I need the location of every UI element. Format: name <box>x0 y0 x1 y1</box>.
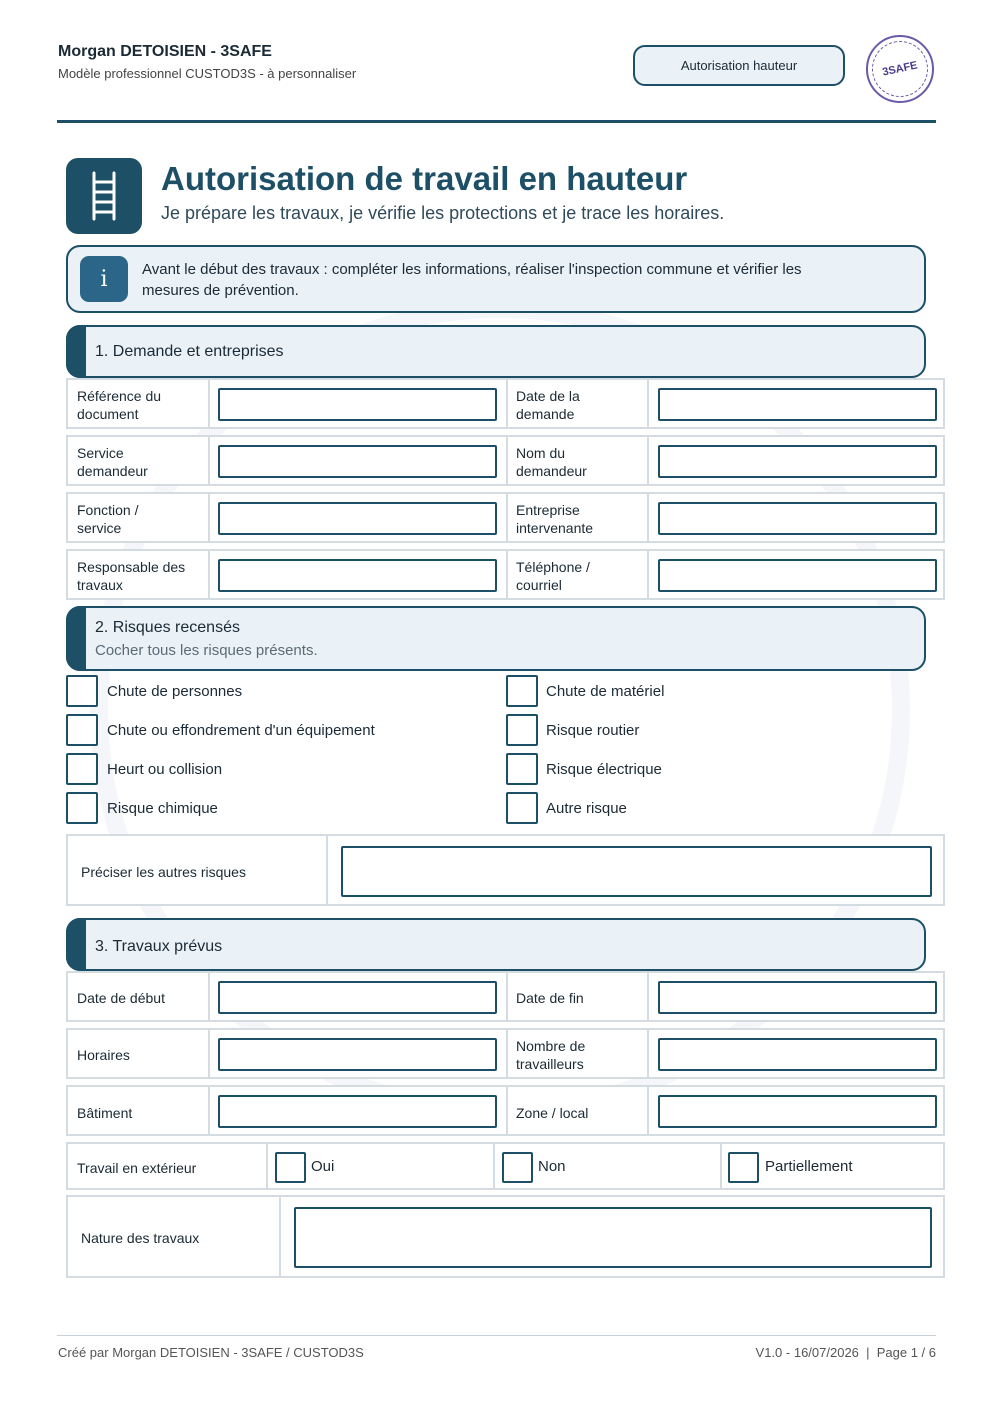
risk-label: Autre risque <box>546 800 627 817</box>
outdoor-label: Travail en extérieur <box>77 1160 197 1176</box>
page-subtitle: Je prépare les travaux, je vérifie les protections et je trace les horaires. <box>161 203 725 223</box>
risk-label: Risque routier <box>546 722 640 739</box>
risk-label: Chute de matériel <box>546 683 665 700</box>
author-name: Morgan DETOISIEN - 3SAFE <box>58 43 272 60</box>
risk-checkbox[interactable] <box>66 792 98 824</box>
field-label: Nombre de travailleurs <box>516 1038 586 1072</box>
footer-version-page: V1.0 - 16/07/2026 | Page 1 / 6 <box>755 1345 936 1360</box>
risk-checkbox[interactable] <box>66 675 98 707</box>
phone-email-input[interactable] <box>658 559 937 592</box>
form-row <box>66 1085 945 1136</box>
info-line-1: Avant le début des travaux : compléter les informations, réaliser l'inspection commune et vérifier les <box>142 261 802 278</box>
info-text <box>142 259 912 301</box>
section-tab <box>66 918 86 971</box>
section-1-header <box>66 325 926 378</box>
section-1-title: 1. Demande et entreprises <box>95 343 284 360</box>
form-row <box>66 378 945 429</box>
requester-name-input[interactable] <box>658 445 937 478</box>
company-seal <box>866 35 934 103</box>
model-subtitle: Modèle professionnel CUSTOD3S - à personnaliser <box>58 66 357 81</box>
function-input[interactable] <box>218 502 497 535</box>
section-3-title: 3. Travaux prévus <box>95 938 223 955</box>
risk-checkbox[interactable] <box>506 792 538 824</box>
nature-input[interactable] <box>294 1207 932 1268</box>
outdoor-row <box>66 1142 945 1190</box>
outdoor-yes-label: Oui <box>311 1158 335 1175</box>
ladder-icon <box>66 158 142 234</box>
outdoor-no-checkbox[interactable] <box>502 1152 533 1183</box>
hours-input[interactable] <box>218 1038 497 1071</box>
header-divider <box>57 120 936 123</box>
info-icon: i <box>80 256 128 302</box>
other-risks-row <box>66 834 945 906</box>
field-label: Entreprise intervenante <box>516 502 594 536</box>
form-row <box>66 971 945 1022</box>
risk-label: Chute ou effondrement d'un équipement <box>107 722 375 739</box>
requesting-service-input[interactable] <box>218 445 497 478</box>
field-label: Téléphone / courriel <box>516 559 590 593</box>
reference-input[interactable] <box>218 388 497 421</box>
building-input[interactable] <box>218 1095 497 1128</box>
form-row <box>66 435 945 486</box>
works-manager-input[interactable] <box>218 559 497 592</box>
field-label: Fonction / service <box>77 502 139 536</box>
form-row <box>66 1028 945 1079</box>
risk-label: Heurt ou collision <box>107 761 223 778</box>
field-label: Zone / local <box>516 1105 589 1121</box>
nature-row <box>66 1195 945 1278</box>
nature-label: Nature des travaux <box>81 1230 200 1246</box>
field-label: Responsable des travaux <box>77 559 186 593</box>
field-label: Référence du document <box>77 388 162 422</box>
risk-checkbox[interactable] <box>506 675 538 707</box>
other-risks-label: Préciser les autres risques <box>81 864 246 880</box>
outdoor-partial-label: Partiellement <box>765 1158 853 1175</box>
field-label: Service demandeur <box>77 445 148 479</box>
risk-checkbox[interactable] <box>506 753 538 785</box>
risk-label: Risque électrique <box>546 761 662 778</box>
other-risks-input[interactable] <box>341 846 932 897</box>
form-row <box>66 492 945 543</box>
form-row <box>66 549 945 600</box>
footer-divider <box>57 1335 936 1336</box>
page-title: Autorisation de travail en hauteur <box>161 160 688 197</box>
contractor-input[interactable] <box>658 502 937 535</box>
section-tab <box>66 606 86 671</box>
field-label: Date de la demande <box>516 388 580 422</box>
info-line-2: mesures de prévention. <box>142 282 299 299</box>
outdoor-yes-checkbox[interactable] <box>275 1152 306 1183</box>
section-3-header <box>66 918 926 971</box>
risk-label: Risque chimique <box>107 800 218 817</box>
outdoor-no-label: Non <box>538 1158 566 1175</box>
field-label: Horaires <box>77 1047 130 1063</box>
start-date-input[interactable] <box>218 981 497 1014</box>
field-label: Bâtiment <box>77 1105 133 1121</box>
seal-text: 3SAFE <box>867 36 933 102</box>
section-2-title: 2. Risques recensés <box>95 619 240 636</box>
field-label: Date de fin <box>516 990 584 1006</box>
request-date-input[interactable] <box>658 388 937 421</box>
risk-checkbox[interactable] <box>506 714 538 746</box>
risk-label: Chute de personnes <box>107 683 243 700</box>
risk-checkbox[interactable] <box>66 714 98 746</box>
document-badge: Autorisation hauteur <box>633 45 845 86</box>
outdoor-partial-checkbox[interactable] <box>728 1152 759 1183</box>
field-label: Date de début <box>77 990 165 1006</box>
end-date-input[interactable] <box>658 981 937 1014</box>
section-2-header <box>66 606 926 671</box>
risk-checkbox[interactable] <box>66 753 98 785</box>
section-tab <box>66 325 86 378</box>
section-2-subtitle: Cocher tous les risques présents. <box>95 642 318 659</box>
footer-credit: Créé par Morgan DETOISIEN - 3SAFE / CUSTOD3S <box>58 1345 364 1360</box>
field-label: Nom du demandeur <box>516 445 587 479</box>
zone-input[interactable] <box>658 1095 937 1128</box>
workers-count-input[interactable] <box>658 1038 937 1071</box>
